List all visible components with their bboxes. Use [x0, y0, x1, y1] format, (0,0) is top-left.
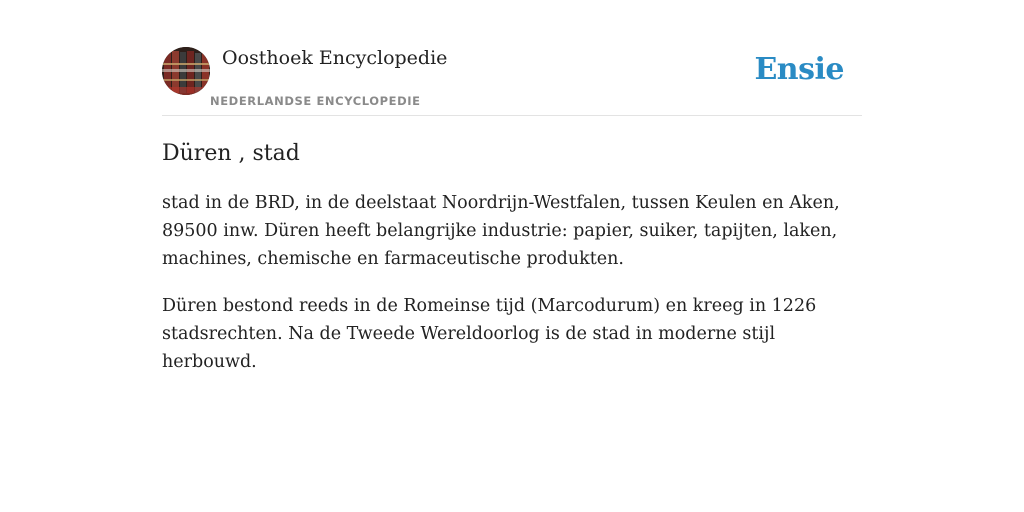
- entry-card: [162, 46, 862, 395]
- book-spines-icon[interactable]: [162, 47, 210, 95]
- site-header: [162, 46, 862, 116]
- site-subtitle: NEDERLANDSE ENCYCLOPEDIE: [210, 94, 421, 108]
- ensie-logo[interactable]: Ensie: [754, 52, 844, 87]
- entry-paragraph: stad in de BRD, in de deelstaat Noordrijn-Westfalen, tussen Keulen en Aken, 89500 inw. Düren heeft belangrijke industrie: papier, suiker, tapijten, laken, machines, chemische en farmaceutische produkten.: [162, 193, 840, 269]
- site-title[interactable]: Oosthoek Encyclopedie: [222, 47, 448, 69]
- entry-body: [162, 189, 862, 376]
- entry-title: Düren , stad: [162, 141, 300, 166]
- entry-paragraph: Düren bestond reeds in de Romeinse tijd (Marcodurum) en kreeg in 1226 stadsrechten. Na de Tweede Wereldoorlog is de stad in moderne stijl herbouwd.: [162, 296, 817, 372]
